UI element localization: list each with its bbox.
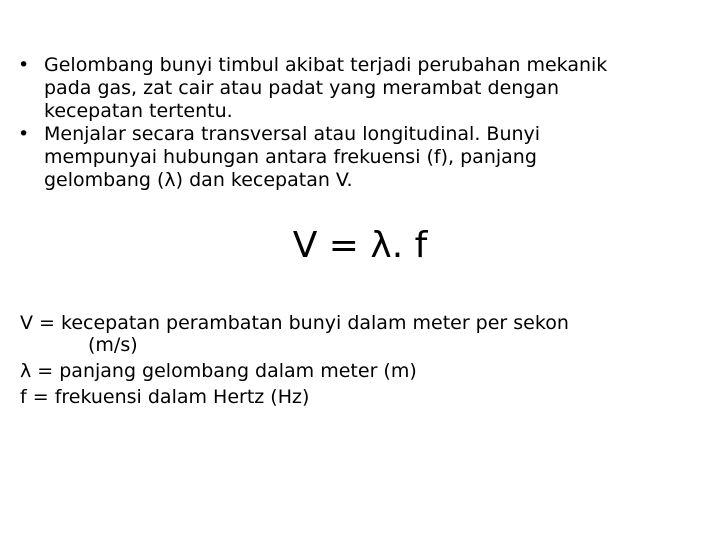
bullet-marker: • bbox=[18, 54, 30, 76]
bullet-marker: • bbox=[18, 123, 30, 145]
definition-frequency: f = frekuensi dalam Hertz (Hz) bbox=[20, 386, 310, 408]
bullet-text-line: mempunyai hubungan antara frekuensi (f), panjang bbox=[44, 146, 537, 168]
bullet-text-line: Menjalar secara transversal atau longitudinal. Bunyi bbox=[44, 123, 541, 145]
bullet-text-line: kecepatan tertentu. bbox=[44, 100, 233, 122]
bullet-text-line: Gelombang bunyi timbul akibat terjadi perubahan mekanik bbox=[44, 54, 608, 76]
definitions bbox=[20, 312, 710, 408]
definition-wavelength: λ = panjang gelombang dalam meter (m) bbox=[20, 360, 417, 382]
definition-velocity-unit: (m/s) bbox=[88, 334, 138, 356]
bullet-text-line: pada gas, zat cair atau padat yang merambat dengan bbox=[44, 77, 560, 99]
bullet-text-line: gelombang (λ) dan kecepatan V. bbox=[44, 169, 353, 191]
bullet-item-propagation bbox=[18, 123, 708, 192]
wave-equation: V = λ. f bbox=[292, 225, 428, 266]
definition-velocity: V = kecepatan perambatan bunyi dalam meter per sekon bbox=[20, 312, 569, 334]
bullet-list bbox=[18, 54, 708, 192]
bullet-item-sound-wave bbox=[18, 54, 708, 123]
